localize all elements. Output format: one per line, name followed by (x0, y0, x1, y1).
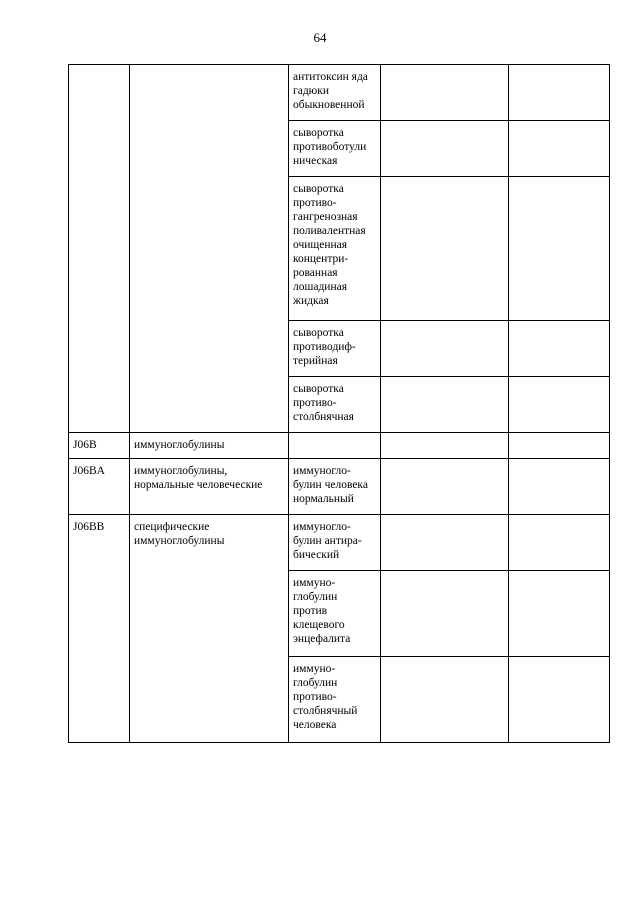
group-cell: специфические иммуноглобулины (130, 515, 289, 743)
dosage-form-cell (381, 571, 509, 657)
dosage-form-cell (381, 459, 509, 515)
dosage-form-cell (381, 177, 509, 321)
atc-code-cell: J06BA (69, 459, 130, 515)
extra-cell (509, 377, 610, 433)
extra-cell (509, 321, 610, 377)
table-row (69, 459, 610, 515)
table-row (69, 433, 610, 459)
extra-cell (509, 459, 610, 515)
page-number: 64 (313, 30, 327, 45)
drug-name-cell: иммуно- глобулин против клещевого энцефалита (289, 571, 381, 657)
dosage-form-cell (381, 657, 509, 743)
drug-name-cell: иммуногло- булин антира- бический (289, 515, 381, 571)
atc-code-cell: J06BB (69, 515, 130, 743)
drug-name-cell: сыворотка противо- гангренозная поливалентная очищенная концентри- рованная лошадиная жидкая (289, 177, 381, 321)
drug-name-cell: иммуногло- булин человека нормальный (289, 459, 381, 515)
extra-cell (509, 657, 610, 743)
dosage-form-cell (381, 515, 509, 571)
atc-code-cell (69, 65, 130, 433)
dosage-form-cell (381, 121, 509, 177)
drug-name-cell: сыворотка противоботули ническая (289, 121, 381, 177)
drug-name-cell: сыворотка противодиф- терийная (289, 321, 381, 377)
extra-cell (509, 571, 610, 657)
drug-name-cell: антитоксин яда гадюки обыкновенной (289, 65, 381, 121)
drug-table (68, 64, 610, 743)
dosage-form-cell (381, 433, 509, 459)
extra-cell (509, 515, 610, 571)
extra-cell (509, 433, 610, 459)
table-row (69, 515, 610, 571)
dosage-form-cell (381, 65, 509, 121)
drug-name-cell: иммуно- глобулин противо- столбнячный человека (289, 657, 381, 743)
drug-name-cell: сыворотка противо- столбнячная (289, 377, 381, 433)
extra-cell (509, 121, 610, 177)
dosage-form-cell (381, 377, 509, 433)
atc-code-cell: J06B (69, 433, 130, 459)
dosage-form-cell (381, 321, 509, 377)
group-cell (130, 65, 289, 433)
group-cell: иммуноглобулины, нормальные человеческие (130, 459, 289, 515)
extra-cell (509, 177, 610, 321)
extra-cell (509, 65, 610, 121)
table-row (69, 65, 610, 121)
drug-name-cell (289, 433, 381, 459)
group-cell: иммуноглобулины (130, 433, 289, 459)
